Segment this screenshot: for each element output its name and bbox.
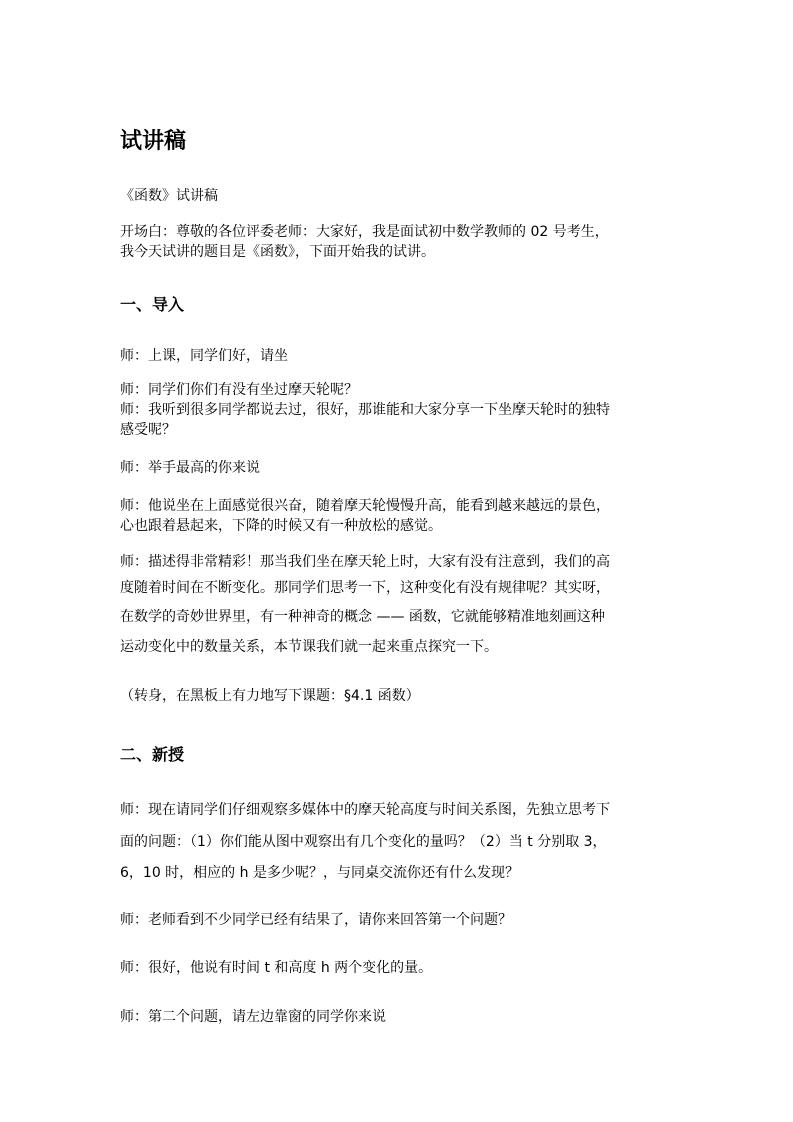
paragraph: （转身，在黑板上有力地写下课题：§4.1 函数）	[120, 688, 420, 704]
paragraph-line: 面的问题：（1）你们能从图中观察出有几个变化的量吗？（2）当 t 分别取 3，	[120, 834, 607, 850]
opening-line-2: 我今天试讲的题目是《函数》，下面开始我的试讲。	[120, 244, 435, 260]
document-title: 试讲稿	[120, 129, 187, 154]
paragraph: 师：上课，同学们好，请坐	[120, 348, 288, 364]
paragraph-line: 在数学的奇妙世界里，有一种神奇的概念 —— 函数，它就能够精准地刻画这种	[120, 609, 605, 625]
paragraph: 师：第二个问题，请左边靠窗的同学你来说	[120, 1009, 386, 1025]
paragraph-line: 运动变化中的数量关系，本节课我们就一起来重点探究一下。	[120, 639, 498, 655]
paragraph-line: 师：现在请同学们仔细观察多媒体中的摩天轮高度与时间关系图，先独立思考下	[120, 802, 610, 818]
paragraph-line: 师：描述得非常精彩！那当我们坐在摩天轮上时，大家有没有注意到，我们的高	[120, 554, 610, 570]
paragraph: 师：举手最高的你来说	[120, 460, 260, 476]
opening-line-1: 开场白：尊敬的各位评委老师：大家好，我是面试初中数学教师的 02 号考生，	[120, 224, 609, 240]
paragraph: 师：很好，他说有时间 t 和高度 h 两个变化的量。	[120, 960, 433, 976]
document-subtitle: 《函数》试讲稿	[120, 188, 218, 204]
paragraph-line: 师：我听到很多同学都说去过，很好，那谁能和大家分享一下坐摩天轮时的独特	[120, 402, 610, 418]
section-heading-new-lesson: 二、新授	[120, 745, 185, 764]
paragraph: 师：老师看到不少同学已经有结果了，请你来回答第一个问题？	[120, 912, 512, 928]
paragraph-line: 度随着时间在不断变化。那同学们思考一下，这种变化有没有规律呢？其实呀，	[120, 580, 610, 596]
paragraph-line: 感受呢？	[120, 422, 176, 438]
paragraph-line: 心也跟着悬起来，下降的时候又有一种放松的感觉。	[120, 518, 442, 534]
paragraph-line: 师：同学们你们有没有坐过摩天轮呢？	[120, 382, 358, 398]
paragraph-line: 师：他说坐在上面感觉很兴奋，随着摩天轮慢慢升高，能看到越来越远的景色，	[120, 498, 610, 514]
section-heading-intro: 一、导入	[120, 295, 185, 314]
paragraph-line: 6，10 时，相应的 h 是多少呢？，与同桌交流你还有什么发现？	[120, 865, 519, 881]
